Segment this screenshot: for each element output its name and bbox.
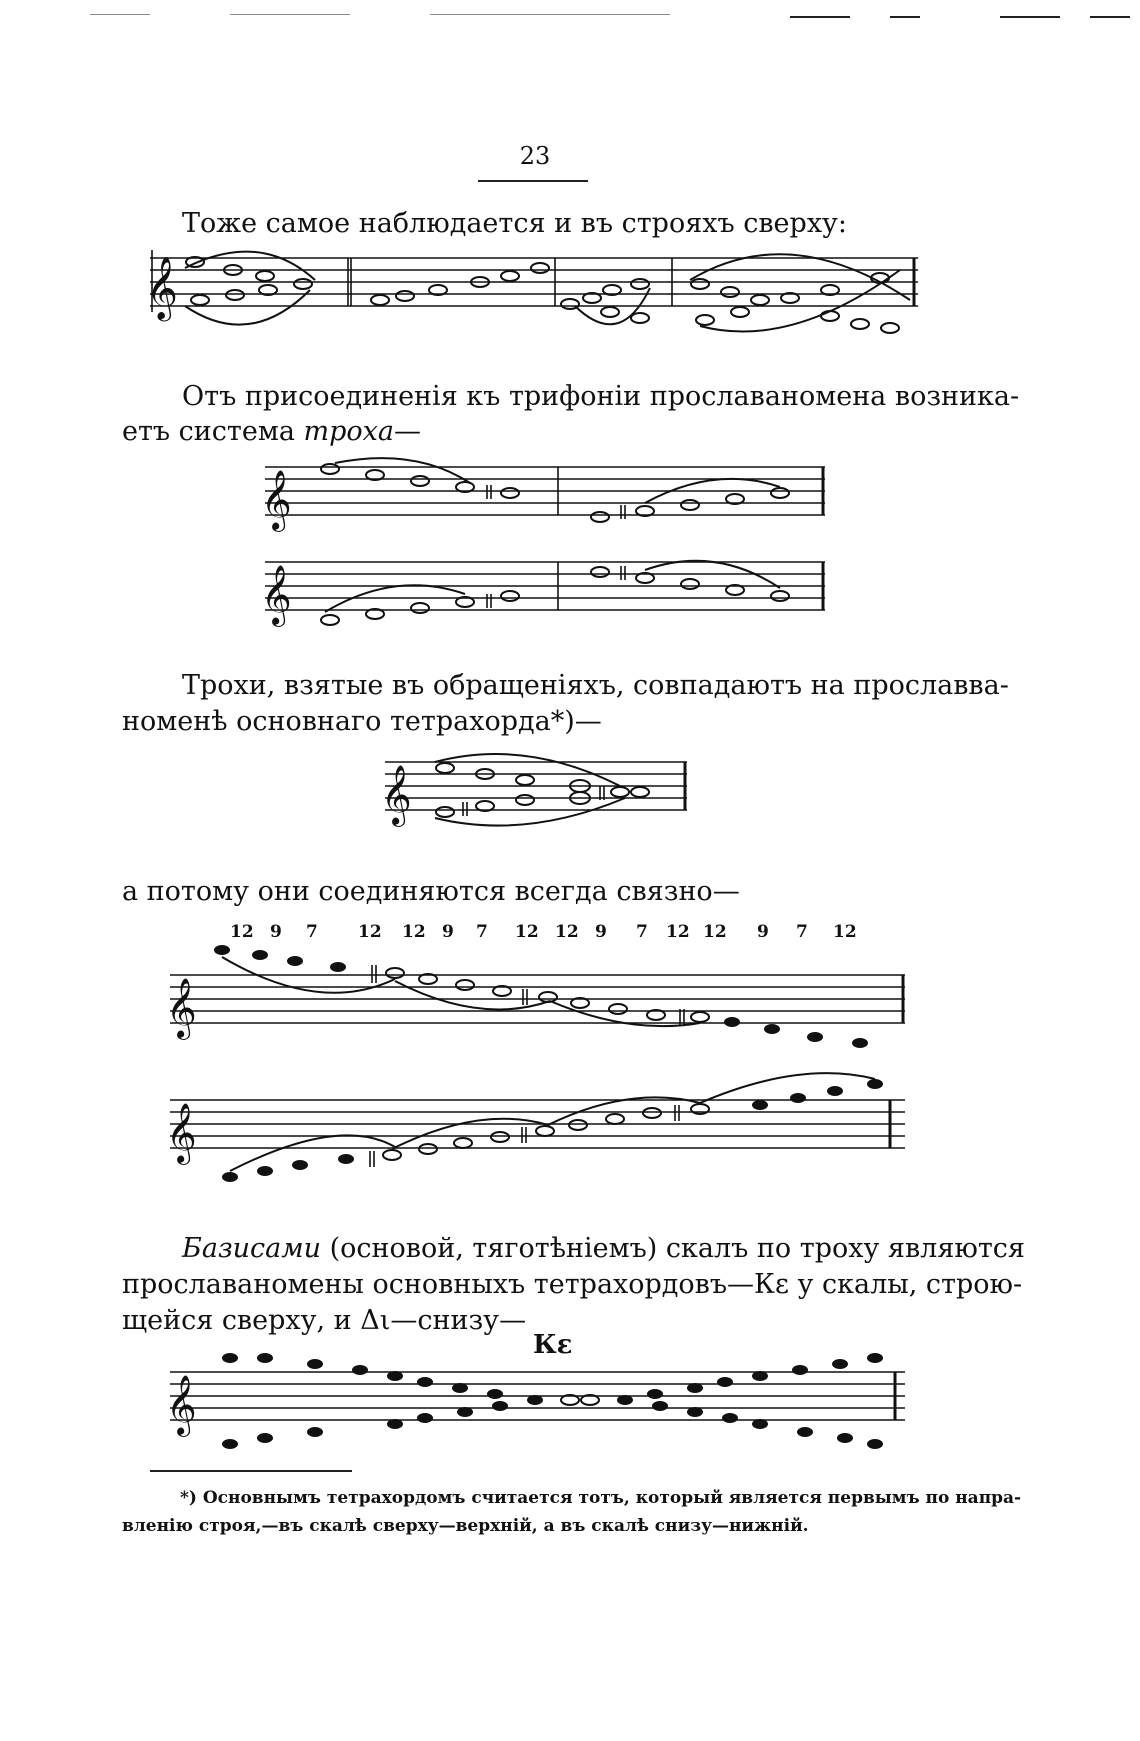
paragraph-3-line-1: Трохи, взятые въ обращеніяхъ, совпадаютъ на прославва-: [182, 670, 1009, 701]
scan-mark: [890, 16, 920, 18]
music-staff-7: [160, 1350, 910, 1460]
svg-text:𝄞: 𝄞: [261, 470, 292, 530]
term-trokha: троха: [303, 416, 394, 447]
ke-label: Кε: [533, 1330, 573, 1360]
scan-mark: [90, 14, 150, 15]
svg-text:𝄞: 𝄞: [381, 765, 412, 825]
interval-number: 12: [402, 922, 426, 942]
interval-number: 9: [442, 922, 454, 942]
interval-number: 12: [833, 922, 857, 942]
paragraph-1: Тоже самое наблюдается и въ строяхъ сверху:: [182, 208, 848, 239]
paragraph-4: а потому они соединяются всегда связно—: [122, 876, 740, 907]
svg-text:𝄞: 𝄞: [166, 978, 197, 1038]
paragraph-3-line-2: номенѣ основнаго тетрахорда*)—: [122, 706, 602, 737]
interval-number: 12: [666, 922, 690, 942]
footnote-line-2: вленію строя,—въ скалѣ сверху—верхній, а въ скалѣ снизу—нижній.: [122, 1516, 809, 1536]
svg-text:𝄞: 𝄞: [261, 565, 292, 625]
paragraph-5-line-2: прославаномены основныхъ тетрахордовъ—Кε у скалы, строю-: [122, 1269, 1023, 1300]
interval-number: 12: [230, 922, 254, 942]
interval-number: 12: [703, 922, 727, 942]
interval-number: 9: [595, 922, 607, 942]
interval-number: 9: [757, 922, 769, 942]
music-staff-3: [255, 550, 830, 635]
music-staff-2: [255, 455, 830, 540]
interval-number: 7: [306, 922, 318, 942]
interval-number: 7: [796, 922, 808, 942]
interval-number: 7: [636, 922, 648, 942]
paragraph-2-suffix: —: [393, 416, 421, 447]
footnote-line-1: *) Основнымъ тетрахордомъ считается тотъ, который является первымъ по напра-: [180, 1488, 1022, 1508]
scan-mark: [790, 16, 850, 18]
interval-number: 7: [476, 922, 488, 942]
scan-mark: [230, 14, 350, 15]
svg-text:𝄞: 𝄞: [146, 256, 178, 319]
paragraph-2-prefix: етъ система: [122, 416, 304, 447]
music-staff-1: [140, 240, 920, 340]
scan-mark: [1090, 16, 1130, 18]
paragraph-5-line-3: щейся сверху, и Δι—снизу—: [122, 1305, 527, 1336]
scan-mark: [430, 14, 670, 15]
paragraph-5-line-1-rest: (основой, тяготѣніемъ) скалъ по троху являются: [321, 1233, 1025, 1264]
term-bazisami: Базисами: [182, 1233, 322, 1264]
svg-text:𝄞: 𝄞: [166, 1103, 197, 1163]
music-staff-4: [375, 750, 695, 835]
interval-number: 12: [358, 922, 382, 942]
interval-number: 12: [555, 922, 579, 942]
paragraph-2-line-1: Отъ присоединенія къ трифоніи прославаномена возника-: [182, 381, 1020, 412]
interval-number: 12: [515, 922, 539, 942]
music-staff-5: [160, 945, 910, 1060]
page-number-rule: [478, 180, 588, 182]
page-number: 23: [519, 142, 551, 170]
interval-number: 9: [270, 922, 282, 942]
footnote-rule: [150, 1470, 352, 1472]
paragraph-2-line-2: [122, 413, 421, 451]
paragraph-5-line-1: [182, 1230, 1025, 1268]
scan-mark: [1000, 16, 1060, 18]
svg-text:𝄞: 𝄞: [166, 1375, 197, 1435]
music-staff-6: [160, 1065, 910, 1195]
